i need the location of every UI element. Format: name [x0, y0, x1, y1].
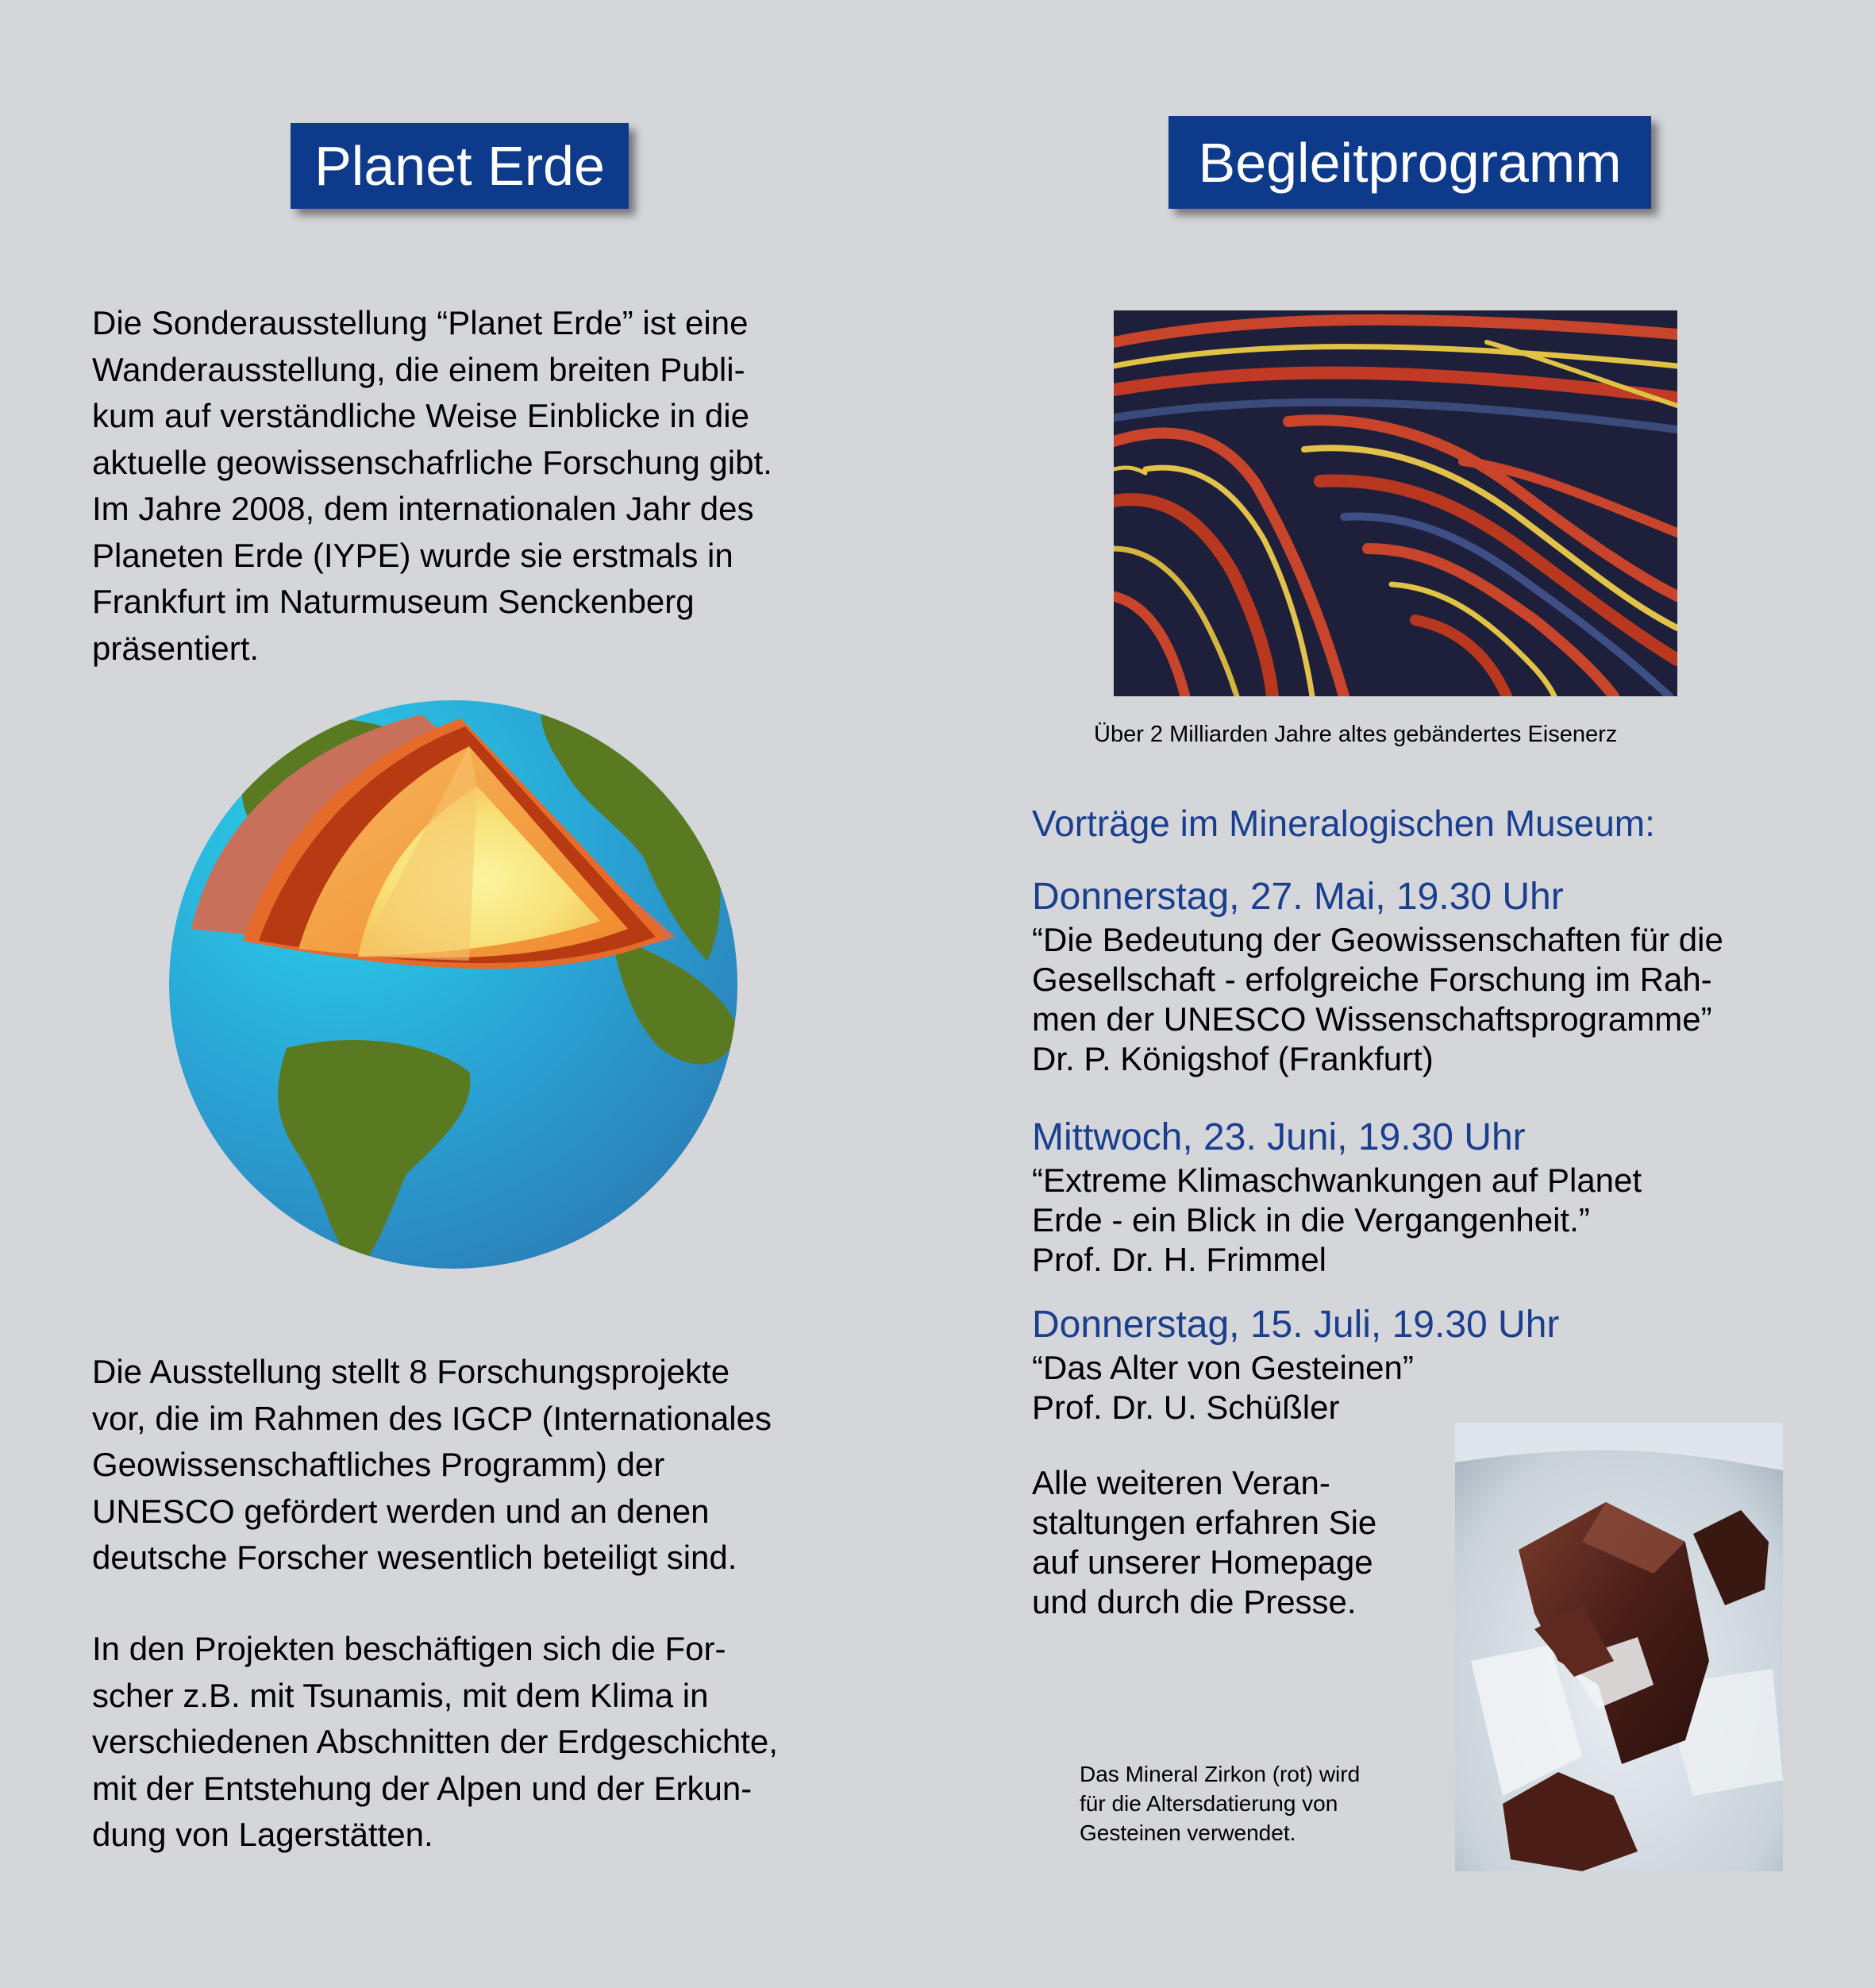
zircon-caption: [1080, 1759, 1360, 1847]
lecture-line: “Das Alter von Gesteinen”: [1032, 1349, 1414, 1386]
intro-paragraph: [92, 300, 772, 672]
zircon-mineral-photo: [1455, 1423, 1783, 1871]
zircon-caption-line: Das Mineral Zirkon (rot) wird: [1080, 1762, 1361, 1786]
lectures-heading: Vorträge im Mineralogischen Museum:: [1032, 803, 1655, 844]
lecture-item: [1032, 1115, 1642, 1280]
title-planet-erde: [291, 123, 629, 209]
lecture-line: Gesellschaft - erfolgreiche Forschung im Rah-: [1032, 961, 1712, 998]
intro-line: aktuelle geowissenschafrliche Forschung gibt.: [92, 443, 772, 481]
lecture-item: [1032, 1302, 1559, 1427]
lecture-line: men der UNESCO Wissenschaftsprogramme”: [1032, 1000, 1712, 1038]
projects-paragraph: [92, 1626, 778, 1859]
ore-caption: Über 2 Milliarden Jahre altes gebändertes Eisenerz: [1094, 722, 1618, 747]
intro-line: Frankfurt im Naturmuseum Senckenberg: [92, 583, 695, 620]
intro-line: Im Jahre 2008, dem internationalen Jahr des: [92, 490, 754, 527]
lecture-speaker: Prof. Dr. U. Schüßler: [1032, 1389, 1340, 1426]
lecture-speaker: Prof. Dr. H. Frimmel: [1032, 1241, 1327, 1278]
title-begleitprogramm: [1169, 116, 1651, 209]
lecture-line: Erde - ein Blick in die Vergangenheit.”: [1032, 1201, 1590, 1239]
more-events-note: [1032, 1463, 1376, 1622]
zircon-caption-line: für die Altersdatierung von: [1080, 1791, 1338, 1816]
banded-iron-ore-photo: [1114, 310, 1677, 696]
exhibition-paragraph: [92, 1349, 772, 1582]
lecture-line: “Die Bedeutung der Geowissenschaften für die: [1032, 921, 1723, 958]
earth-cutaway-illustration: [167, 699, 739, 1270]
title-planet-erde-text: Planet Erde: [314, 135, 605, 197]
intro-line: Planeten Erde (IYPE) wurde sie erstmals in: [92, 536, 733, 574]
intro-line: präsentiert.: [92, 629, 260, 667]
intro-line: Wanderausstellung, die einem breiten Publi-: [92, 350, 745, 388]
more-line: Alle weiteren Veran-: [1032, 1464, 1330, 1501]
exhibition-line: Geowissenschaftliches Programm) der: [92, 1446, 665, 1483]
lecture-date: Mittwoch, 23. Juni, 19.30 Uhr: [1032, 1116, 1526, 1158]
lecture-line: “Extreme Klimaschwankungen auf Planet: [1032, 1162, 1642, 1199]
projects-line: mit der Entstehung der Alpen und der Erkun-: [92, 1769, 753, 1807]
projects-line: dung von Lagerstätten.: [92, 1816, 433, 1853]
exhibition-line: Die Ausstellung stellt 8 Forschungsprojekte: [92, 1353, 730, 1390]
projects-line: In den Projekten beschäftigen sich die For-: [92, 1630, 726, 1667]
projects-line: verschiedenen Abschnitten der Erdgeschichte,: [92, 1723, 778, 1760]
lecture-date: Donnerstag, 15. Juli, 19.30 Uhr: [1032, 1304, 1560, 1346]
exhibition-line: UNESCO gefördert werden und an denen: [92, 1492, 710, 1530]
intro-line: Die Sonderausstellung “Planet Erde” ist eine: [92, 304, 749, 341]
intro-line: kum auf verständliche Weise Einblicke in die: [92, 397, 749, 434]
lecture-speaker: Dr. P. Königshof (Frankfurt): [1032, 1040, 1434, 1077]
more-line: auf unserer Homepage: [1032, 1543, 1373, 1581]
zircon-caption-line: Gesteinen verwendet.: [1080, 1820, 1296, 1845]
lecture-item: [1032, 874, 1723, 1079]
more-line: staltungen erfahren Sie: [1032, 1504, 1377, 1541]
projects-line: scher z.B. mit Tsunamis, mit dem Klima in: [92, 1676, 709, 1714]
title-begleitprogramm-text: Begleitprogramm: [1198, 131, 1622, 194]
lecture-date: Donnerstag, 27. Mai, 19.30 Uhr: [1032, 876, 1564, 918]
more-line: und durch die Presse.: [1032, 1583, 1357, 1620]
exhibition-line: deutsche Forscher wesentlich beteiligt sind.: [92, 1539, 737, 1576]
exhibition-line: vor, die im Rahmen des IGCP (Internationales: [92, 1399, 772, 1437]
